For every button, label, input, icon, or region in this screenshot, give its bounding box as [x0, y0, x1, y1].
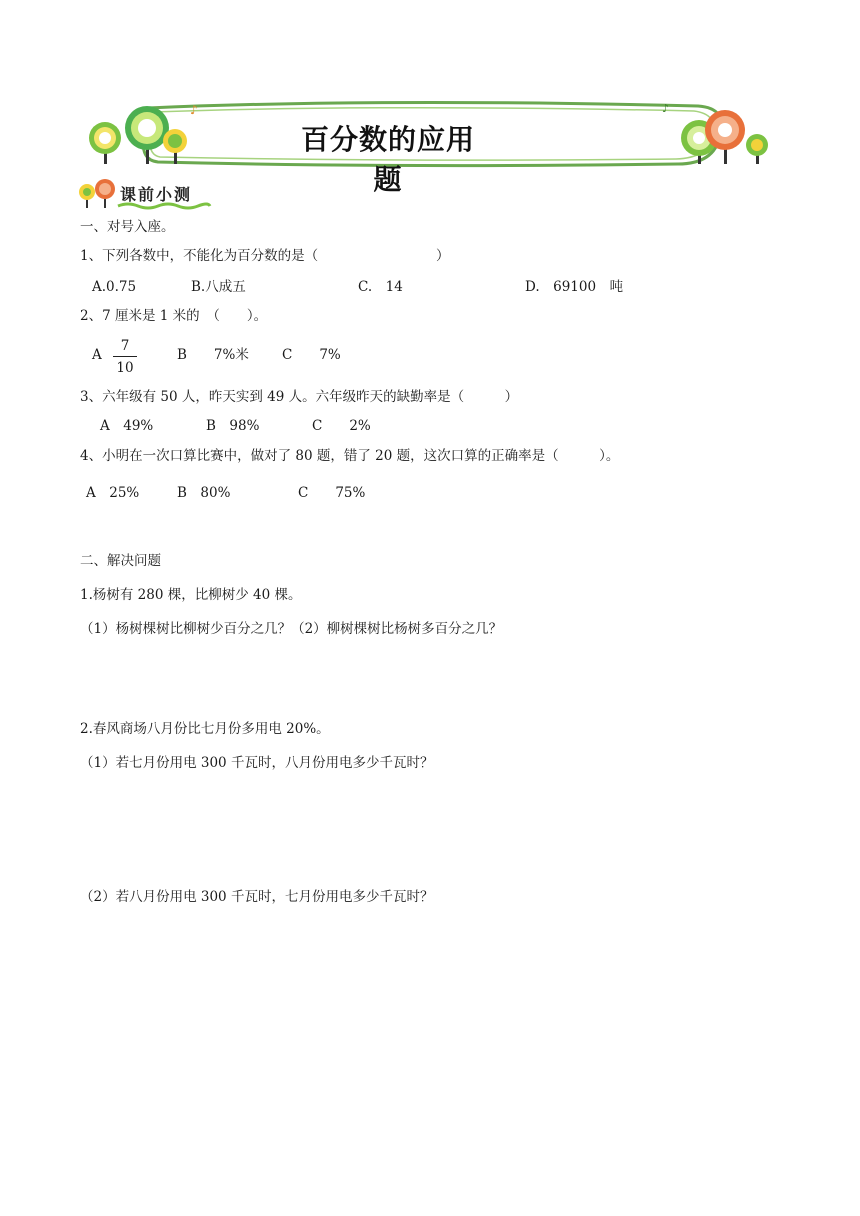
q3-stem: 3、六年级有 50 人，昨天实到 49 人。六年级昨天的缺勤率是（ ）: [80, 389, 519, 405]
q3-option-a[interactable]: A 49%: [100, 418, 154, 434]
svg-text:♪: ♪: [662, 102, 670, 115]
section-label: [78, 178, 218, 210]
problem2-subquestion-1: （1）若七月份用电 300 千瓦时，八月份用电多少千瓦时？: [80, 755, 434, 771]
problem2-subquestion-2: （2）若八月份用电 300 千瓦时，七月份用电多少千瓦时？: [80, 889, 434, 905]
problem1-stem: 1.杨树有 280 棵，比柳树少 40 棵。: [80, 587, 302, 603]
q4-stem: 4、小明在一次口算比赛中，做对了 80 题，错了 20 题，这次口算的正确率是（ ）。: [80, 448, 620, 464]
problem1-subquestions: （1）杨树棵树比柳树少百分之几？（2）柳树棵树比杨树多百分之几？: [80, 621, 503, 637]
q1-option-b[interactable]: B.八成五: [191, 279, 246, 295]
q1-option-a[interactable]: A.0.75: [92, 279, 137, 295]
q2-option-b[interactable]: B 7%米: [177, 347, 249, 363]
q2-option-c[interactable]: C 7%: [282, 347, 341, 363]
part1-heading: 一、对号入座。: [80, 219, 175, 235]
fraction-numerator: 7: [120, 338, 130, 354]
q1-option-d[interactable]: D. 69100 吨: [525, 279, 624, 295]
fraction-denominator: 10: [116, 360, 134, 376]
q4-option-b[interactable]: B 80%: [177, 485, 231, 501]
q3-option-c[interactable]: C 2%: [312, 418, 371, 434]
q3-option-b[interactable]: B 98%: [206, 418, 260, 434]
part2-heading: 二、解决问题: [80, 553, 161, 569]
page-title: 百分数的应用题: [300, 123, 475, 196]
fraction-bar: [113, 356, 137, 357]
q1-stem: 1、下列各数中，不能化为百分数的是（: [80, 248, 319, 264]
q4-option-a[interactable]: A 25%: [86, 485, 140, 501]
q1-option-c[interactable]: C. 14: [358, 279, 403, 295]
q2-option-a-label[interactable]: A: [92, 347, 102, 363]
q1-close-paren: ）: [436, 248, 450, 264]
q4-option-c[interactable]: C 75%: [298, 485, 366, 501]
q2-option-a-fraction[interactable]: [113, 338, 137, 376]
problem2-stem: 2.春风商场八月份比七月份多用电 20%。: [80, 721, 330, 737]
section-label-text: 课前小测: [120, 185, 193, 204]
q2-stem: 2、7 厘米是 1 米的 （ ）。: [80, 308, 268, 324]
svg-text:♪: ♪: [190, 103, 198, 117]
